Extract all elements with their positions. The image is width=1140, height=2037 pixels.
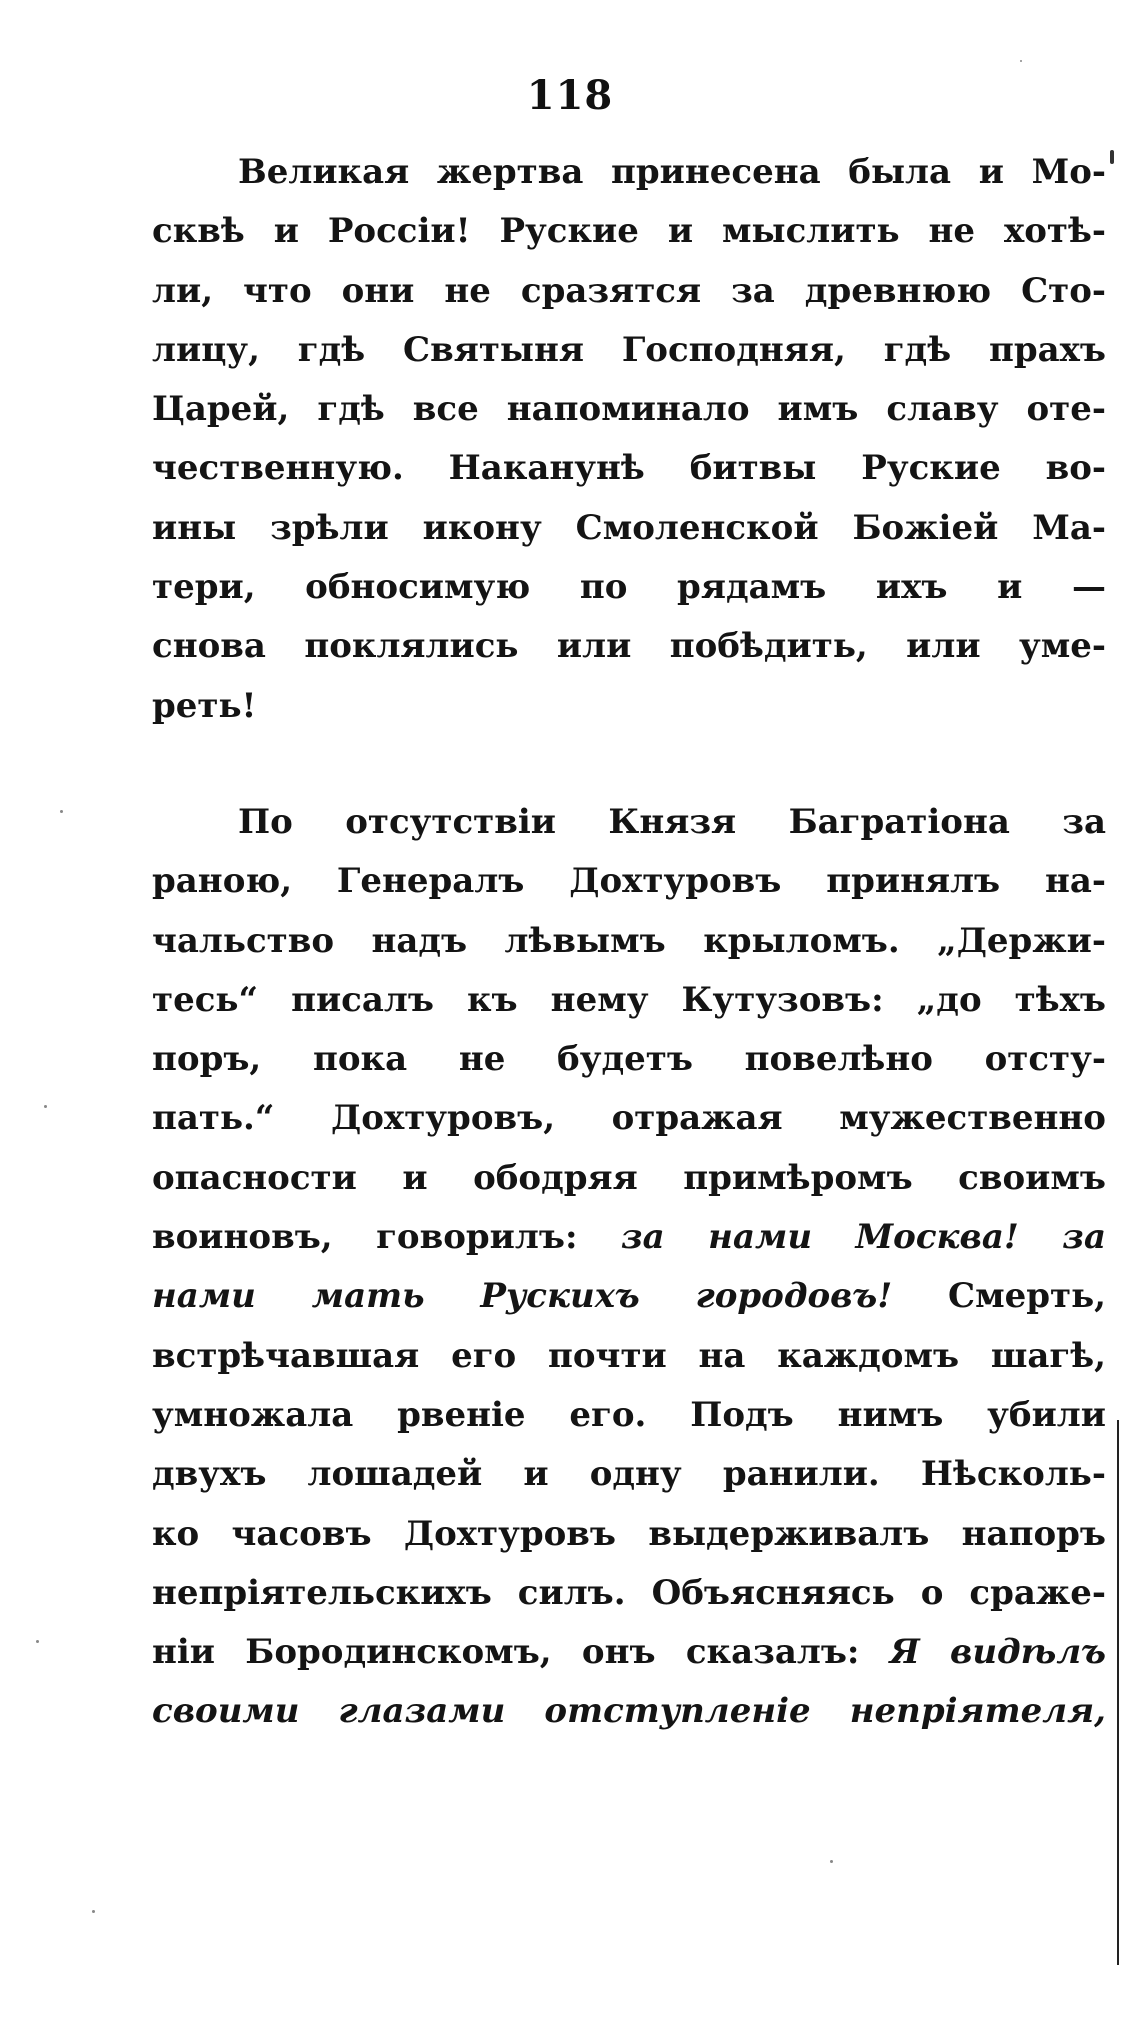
text-line: раною, Генералъ Дохтуровъ принялъ на- — [152, 861, 1106, 902]
text-line: ины зрѣли икону Смоленской Божіей Ма- — [152, 507, 1106, 548]
paper-speck — [1020, 60, 1022, 62]
text-line-mixed — [152, 1623, 1106, 1682]
text-italic-quote: за нами Москва! за — [620, 1217, 1107, 1258]
paper-speck — [1110, 150, 1114, 164]
text-plain: ніи Бородинскомъ, онъ сказалъ: — [152, 1632, 860, 1673]
text-plain: Смерть, — [948, 1276, 1107, 1317]
paper-speck — [830, 1860, 833, 1863]
text-line: тесь“ писалъ къ нему Кутузовъ: „до тѣхъ — [152, 979, 1106, 1020]
paragraph-dokhturov — [152, 793, 1106, 1742]
text-line: чальство надъ лѣвымъ крыломъ. „Держи- — [152, 920, 1106, 961]
text-line: Великая жертва принесена была и Мо- — [238, 152, 1106, 192]
text-line: реть! — [152, 685, 257, 726]
text-italic-quote: своими глазами отступленіе непріятеля, — [152, 1691, 1106, 1732]
text-line: По отсутствіи Князя Багратіона за — [238, 802, 1106, 842]
text-line: пать.“ Дохтуровъ, отражая мужественно — [152, 1098, 1106, 1139]
text-line: Царей, гдѣ все напоминало имъ славу оте- — [152, 389, 1106, 430]
text-line: встрѣчавшая его почти на каждомъ шагѣ, — [152, 1335, 1106, 1376]
paper-speck — [92, 1910, 95, 1913]
paper-speck — [44, 1105, 47, 1108]
text-line: опасности и ободряя примѣромъ своимъ — [152, 1157, 1106, 1198]
text-line-mixed — [152, 1682, 1106, 1741]
text-line: ли, что они не сразятся за древнюю Сто- — [152, 270, 1106, 311]
text-italic-quote: Я видѣлъ — [889, 1632, 1106, 1673]
paper-speck — [60, 810, 63, 813]
text-line-mixed — [152, 1208, 1106, 1267]
paragraph-sacrifice — [152, 143, 1106, 736]
margin-rule — [1117, 1420, 1119, 1965]
text-line: лицу, гдѣ Святыня Господняя, гдѣ прахъ — [152, 329, 1106, 370]
paper-speck — [36, 1640, 39, 1643]
text-line: тери, обносимую по рядамъ ихъ и — — [152, 567, 1106, 608]
text-line: чественную. Наканунѣ битвы Руские во- — [152, 448, 1106, 489]
text-line: двухъ лошадей и одну ранили. Нѣсколь- — [152, 1454, 1106, 1495]
text-italic-quote: нами мать Рускихъ городовъ! — [152, 1276, 893, 1317]
text-line: непріятельскихъ силъ. Объясняясь о сраже- — [152, 1572, 1106, 1613]
text-plain: воиновъ, говорилъ: — [152, 1217, 578, 1258]
text-line: сквѣ и Россіи! Руские и мыслить не хотѣ- — [152, 211, 1106, 252]
text-line: снова поклялись или побѣдить, или уме- — [152, 626, 1106, 667]
text-line: умножала рвеніе его. Подъ нимъ убили — [152, 1394, 1106, 1435]
text-line: ко часовъ Дохтуровъ выдерживалъ напоръ — [152, 1513, 1106, 1554]
page-number: 118 — [526, 72, 614, 119]
text-line-mixed — [152, 1267, 1106, 1326]
text-line: поръ, пока не будетъ повелѣно отсту- — [152, 1039, 1106, 1080]
